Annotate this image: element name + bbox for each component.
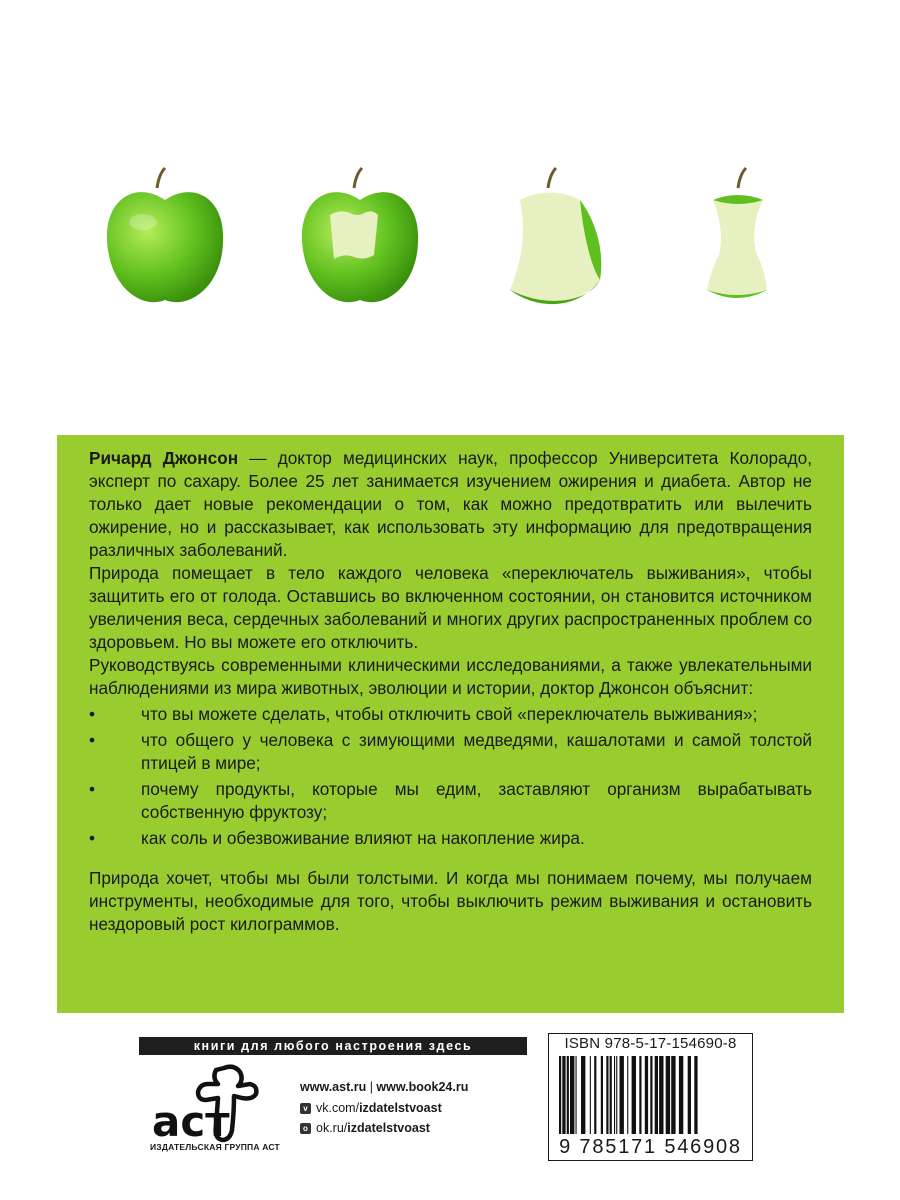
half-eaten-apple-icon: [480, 160, 620, 320]
barcode-bar: [614, 1056, 615, 1134]
barcode-bar: [594, 1056, 596, 1134]
publisher-name: ИЗДАТЕЛЬСКАЯ ГРУППА АСТ: [150, 1142, 280, 1152]
vk-prefix: vk.com/: [316, 1101, 360, 1115]
barcode-bars: [557, 1056, 747, 1134]
list-item: • что вы можете сделать, чтобы отключить свой «переключатель выживания»;: [89, 704, 758, 724]
bullet-icon: •: [89, 730, 96, 750]
barcode-bar: [559, 1056, 561, 1134]
barcode-bar: [627, 1056, 628, 1134]
barcode-bar: [650, 1056, 652, 1134]
ok-link[interactable]: [300, 1118, 468, 1138]
author-intro-text: — доктор медицинских наук, профессор Университета Колорадо, эксперт по сахару. Более 25 лет занимается изучением ожирения и диабета. Автор не только дает новые рекомендации о том, как можно предотвратить или вылечить ожирение, но и рассказывает, как использовать эту информацию для предотвращения различных заболеваний.: [89, 448, 812, 560]
barcode-bar: [688, 1056, 691, 1134]
author-intro: [89, 447, 812, 562]
barcode-bar: [645, 1056, 648, 1134]
website-links: [300, 1076, 468, 1098]
barcode-bar: [590, 1056, 591, 1134]
closing-paragraph: Природа хочет, чтобы мы были толстыми. И когда мы понимаем почему, мы получаем инструменты, необходимые для того, чтобы выключить режим выживания и остановить нездоровый рост килограммов.: [89, 868, 812, 934]
ast-logo: [150, 1062, 260, 1148]
bullet-list: [89, 703, 812, 850]
links-separator: |: [366, 1080, 377, 1094]
vk-handle: izdatelstvoast: [359, 1101, 442, 1115]
barcode-bar: [671, 1056, 675, 1134]
book24-site-link[interactable]: www.book24.ru: [376, 1080, 469, 1094]
barcode-bar: [616, 1056, 617, 1134]
author-name: Ричард Джонсон: [89, 448, 239, 468]
list-item: • почему продукты, которые мы едим, заставляют организм вырабатывать собственную фруктозу;: [89, 779, 812, 822]
bullet-icon: •: [89, 828, 96, 848]
barcode-bar: [620, 1056, 624, 1134]
barcode-bar: [694, 1056, 697, 1134]
barcode-bar: [581, 1056, 585, 1134]
list-item: • как соль и обезвоживание влияют на накопление жира.: [89, 828, 585, 848]
barcode-bar: [679, 1056, 683, 1134]
bullet-icon: •: [89, 779, 96, 799]
barcode-digits: 9 785171 546908: [559, 1136, 742, 1158]
barcode-bar: [601, 1056, 603, 1134]
apple-sequence: [0, 160, 900, 320]
barcode-bar: [639, 1056, 641, 1134]
vk-link[interactable]: [300, 1098, 468, 1118]
ok-icon: o: [300, 1123, 311, 1134]
publisher-links: [300, 1076, 468, 1138]
ok-handle: izdatelstvoast: [347, 1121, 430, 1135]
barcode-bar: [562, 1056, 565, 1134]
isbn-barcode: [548, 1033, 753, 1161]
bullet-icon: •: [89, 704, 96, 724]
barcode-bar: [666, 1056, 670, 1134]
slogan-banner: книги для любого настроения здесь: [139, 1037, 527, 1055]
barcode-bar: [659, 1056, 663, 1134]
barcode-bar: [570, 1056, 574, 1134]
paragraph-survival-switch: Природа помещает в тело каждого человека «переключатель выживания», чтобы защитить его от голода. Оставшись во включенном состоянии, он становится источником увеличения веса, сердечных заболеваний и многих других распространенных проблем со здоровьем. Но вы можете его отключить.: [89, 563, 812, 652]
paragraph-research: Руководствуясь современными клиническими исследованиями, а также увлекательными наблюдениями из мира животных, эволюции и истории, доктор Джонсон объяснит:: [89, 655, 812, 698]
whole-apple-icon: [95, 160, 235, 320]
description-panel: [57, 435, 844, 1013]
barcode-bar: [567, 1056, 569, 1134]
barcode-bar: [576, 1056, 577, 1134]
logo-text: аст: [152, 1097, 230, 1146]
ok-prefix: ok.ru/: [316, 1121, 348, 1135]
barcode-bar: [606, 1056, 608, 1134]
barcode-bar: [632, 1056, 636, 1134]
vk-icon: v: [300, 1103, 311, 1114]
barcode-bar: [655, 1056, 658, 1134]
list-item: • что общего у человека с зимующими медведями, кашалотами и самой толстой птицей в мире;: [89, 730, 812, 773]
apple-core-icon: [668, 160, 808, 320]
bitten-apple-icon: [290, 160, 430, 320]
barcode-bar: [610, 1056, 612, 1134]
ast-site-link[interactable]: www.ast.ru: [300, 1080, 367, 1094]
isbn-number: ISBN 978-5-17-154690-8: [564, 1035, 737, 1052]
